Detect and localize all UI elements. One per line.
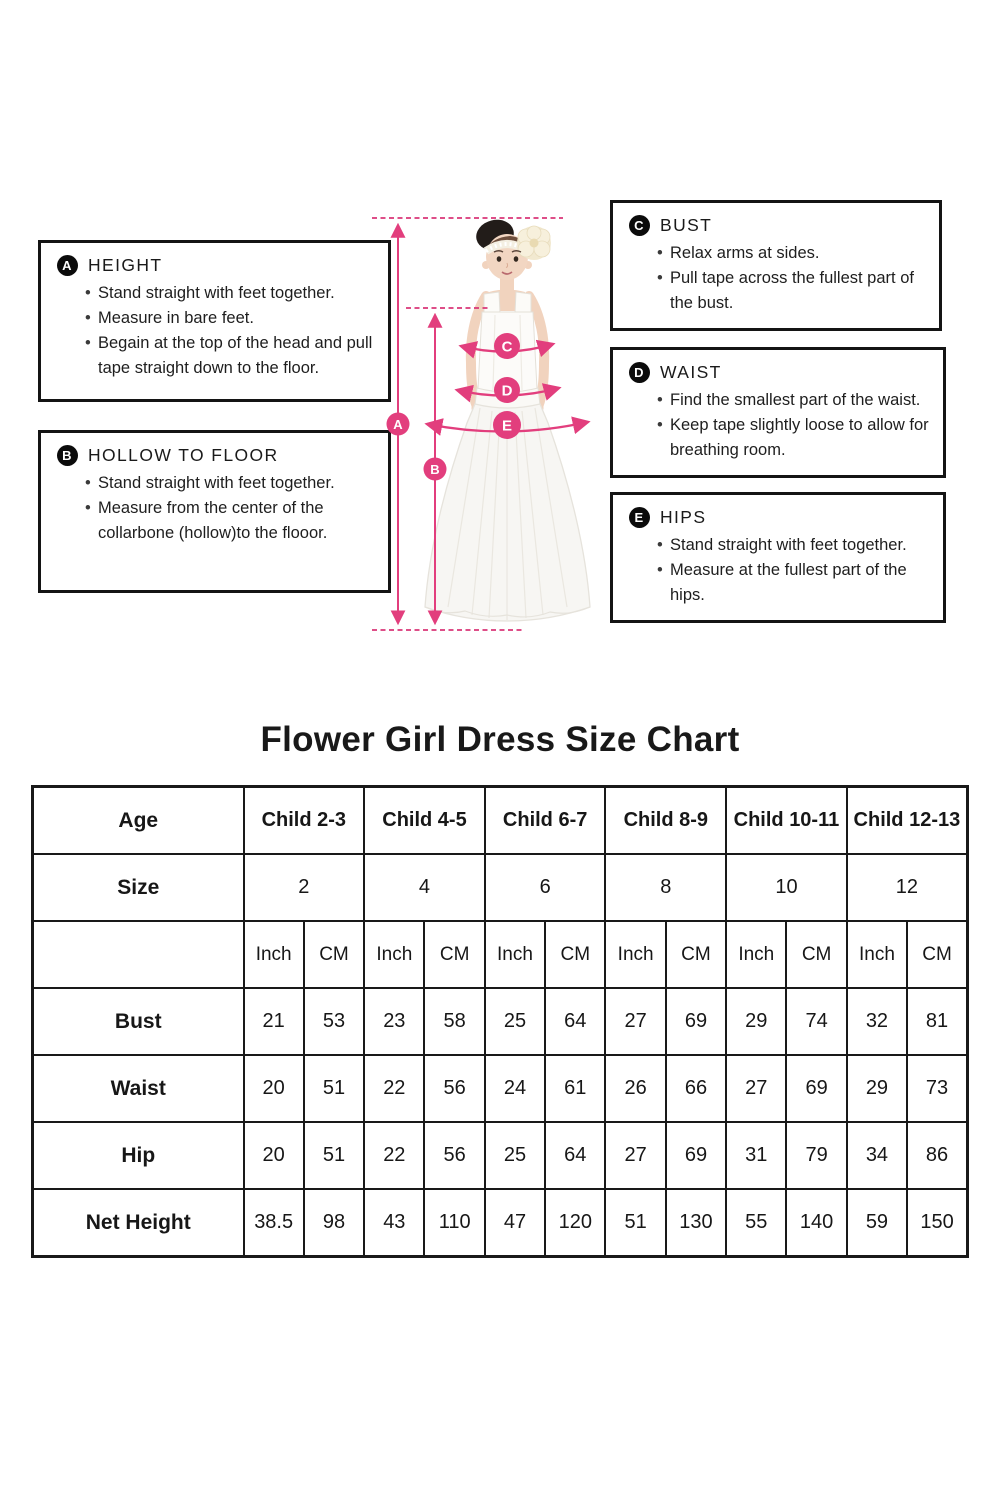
marker-letter-d: D [501,382,513,400]
guide-bullet: • Measure in bare feet. [85,306,378,331]
value-cell: 56 [424,1122,484,1189]
guide-bullet-list [55,471,378,546]
measurement-row [33,1055,968,1122]
value-cell: 53 [304,988,364,1055]
guide-title-bust [629,215,929,236]
value-cell: 51 [304,1122,364,1189]
value-cell: 27 [726,1055,786,1122]
value-cell: 43 [364,1189,424,1257]
value-cell: 140 [786,1189,846,1257]
guide-box-height [38,240,391,402]
units-row [33,921,968,988]
value-cell: 120 [545,1189,605,1257]
units-row-spacer [33,921,244,988]
guide-box-bust [610,200,942,331]
guide-title-text: BUST [660,215,713,235]
value-cell: 27 [605,1122,665,1189]
value-cell: 64 [545,1122,605,1189]
value-cell: 66 [666,1055,726,1122]
unit-cell: Inch [364,921,424,988]
age-group-cell: Child 6-7 [485,787,606,855]
value-cell: 22 [364,1122,424,1189]
value-cell: 29 [726,988,786,1055]
guide-title-text: WAIST [660,362,722,382]
value-cell: 69 [666,988,726,1055]
value-cell: 81 [907,988,967,1055]
value-cell: 98 [304,1189,364,1257]
value-cell: 23 [364,988,424,1055]
value-cell: 29 [847,1055,907,1122]
size-cell: 6 [485,854,606,921]
unit-cell: CM [666,921,726,988]
page-title: Flower Girl Dress Size Chart [260,720,740,759]
marker-letter-b: B [430,462,440,477]
size-cell: 12 [847,854,968,921]
value-cell: 130 [666,1189,726,1257]
measurement-figure [360,195,640,660]
value-cell: 59 [847,1189,907,1257]
value-cell: 58 [424,988,484,1055]
guide-box-hollow-to-floor [38,430,391,593]
guide-bullet: • Keep tape slightly loose to allow for breathing room. [657,413,933,463]
unit-cell: CM [424,921,484,988]
size-chart-table-body [33,787,968,1257]
guide-bullet: • Pull tape across the fullest part of the bust. [657,266,929,316]
unit-cell: Inch [726,921,786,988]
value-cell: 25 [485,1122,545,1189]
age-group-cell: Child 8-9 [605,787,726,855]
guide-title-text: HIPS [660,507,707,527]
value-cell: 51 [605,1189,665,1257]
value-cell: 73 [907,1055,967,1122]
value-cell: 31 [726,1122,786,1189]
size-cell: 10 [726,854,847,921]
value-cell: 34 [847,1122,907,1189]
marker-letter-a: A [393,417,403,432]
circle-c-badge: C [629,215,650,236]
unit-cell: Inch [485,921,545,988]
measurement-row-label: Bust [33,988,244,1055]
value-cell: 25 [485,988,545,1055]
flower-accent [517,226,551,260]
guide-bullet: • Relax arms at sides. [657,241,929,266]
guide-bullet: • Measure at the fullest part of the hips. [657,558,933,608]
measurement-row-label: Waist [33,1055,244,1122]
unit-cell: CM [907,921,967,988]
guide-bullet: • Stand straight with feet together. [85,281,378,306]
value-cell: 27 [605,988,665,1055]
value-cell: 74 [786,988,846,1055]
value-cell: 26 [605,1055,665,1122]
guide-bullet-list [627,388,933,463]
measurement-row [33,1122,968,1189]
guide-title-waist [629,362,933,383]
age-group-cell: Child 4-5 [364,787,485,855]
value-cell: 56 [424,1055,484,1122]
value-cell: 150 [907,1189,967,1257]
value-cell: 64 [545,988,605,1055]
value-cell: 32 [847,988,907,1055]
circle-e-badge: E [629,507,650,528]
value-cell: 86 [907,1122,967,1189]
guide-title-hollow [57,445,378,466]
value-cell: 21 [244,988,304,1055]
value-cell: 55 [726,1189,786,1257]
guide-bullet: • Begain at the top of the head and pull tape straight down to the floor. [85,331,378,381]
guide-bullet: • Measure from the center of the collarbone (hollow)to the flooor. [85,496,378,546]
size-row-label: Size [33,854,244,921]
marker-letter-e: E [501,417,513,435]
guide-title-text: HOLLOW TO FLOOR [88,445,279,465]
marker-letter-c: C [501,338,513,356]
guide-bullet: • Stand straight with feet together. [85,471,378,496]
value-cell: 47 [485,1189,545,1257]
value-cell: 69 [786,1055,846,1122]
unit-cell: CM [304,921,364,988]
age-row-label: Age [33,787,244,855]
guide-title-hips [629,507,933,528]
size-cell: 8 [605,854,726,921]
size-chart-table [31,785,969,1258]
guide-box-hips [610,492,946,623]
guide-bullet: • Stand straight with feet together. [657,533,933,558]
value-cell: 20 [244,1122,304,1189]
guide-bullet-list [55,281,378,381]
guide-box-waist [610,347,946,478]
measurement-row-label: Net Height [33,1189,244,1257]
guide-bullet: • Find the smallest part of the waist. [657,388,933,413]
guide-bullet-list [627,241,929,316]
value-cell: 51 [304,1055,364,1122]
guide-title-text: HEIGHT [88,255,163,275]
circle-d-badge: D [629,362,650,383]
value-cell: 22 [364,1055,424,1122]
value-cell: 110 [424,1189,484,1257]
age-group-cell: Child 10-11 [726,787,847,855]
circle-a-badge: A [57,255,78,276]
age-row [33,787,968,855]
guide-title-height [57,255,378,276]
guide-bullet-list [627,533,933,608]
value-cell: 61 [545,1055,605,1122]
measurement-row-label: Hip [33,1122,244,1189]
age-group-cell: Child 2-3 [244,787,365,855]
size-cell: 4 [364,854,485,921]
unit-cell: Inch [605,921,665,988]
age-group-cell: Child 12-13 [847,787,968,855]
measurement-row [33,988,968,1055]
value-cell: 24 [485,1055,545,1122]
unit-cell: Inch [847,921,907,988]
measurement-row [33,1189,968,1257]
size-cell: 2 [244,854,365,921]
value-cell: 79 [786,1122,846,1189]
value-cell: 38.5 [244,1189,304,1257]
circle-b-badge: B [57,445,78,466]
size-row [33,854,968,921]
unit-cell: Inch [244,921,304,988]
unit-cell: CM [786,921,846,988]
value-cell: 69 [666,1122,726,1189]
value-cell: 20 [244,1055,304,1122]
unit-cell: CM [545,921,605,988]
